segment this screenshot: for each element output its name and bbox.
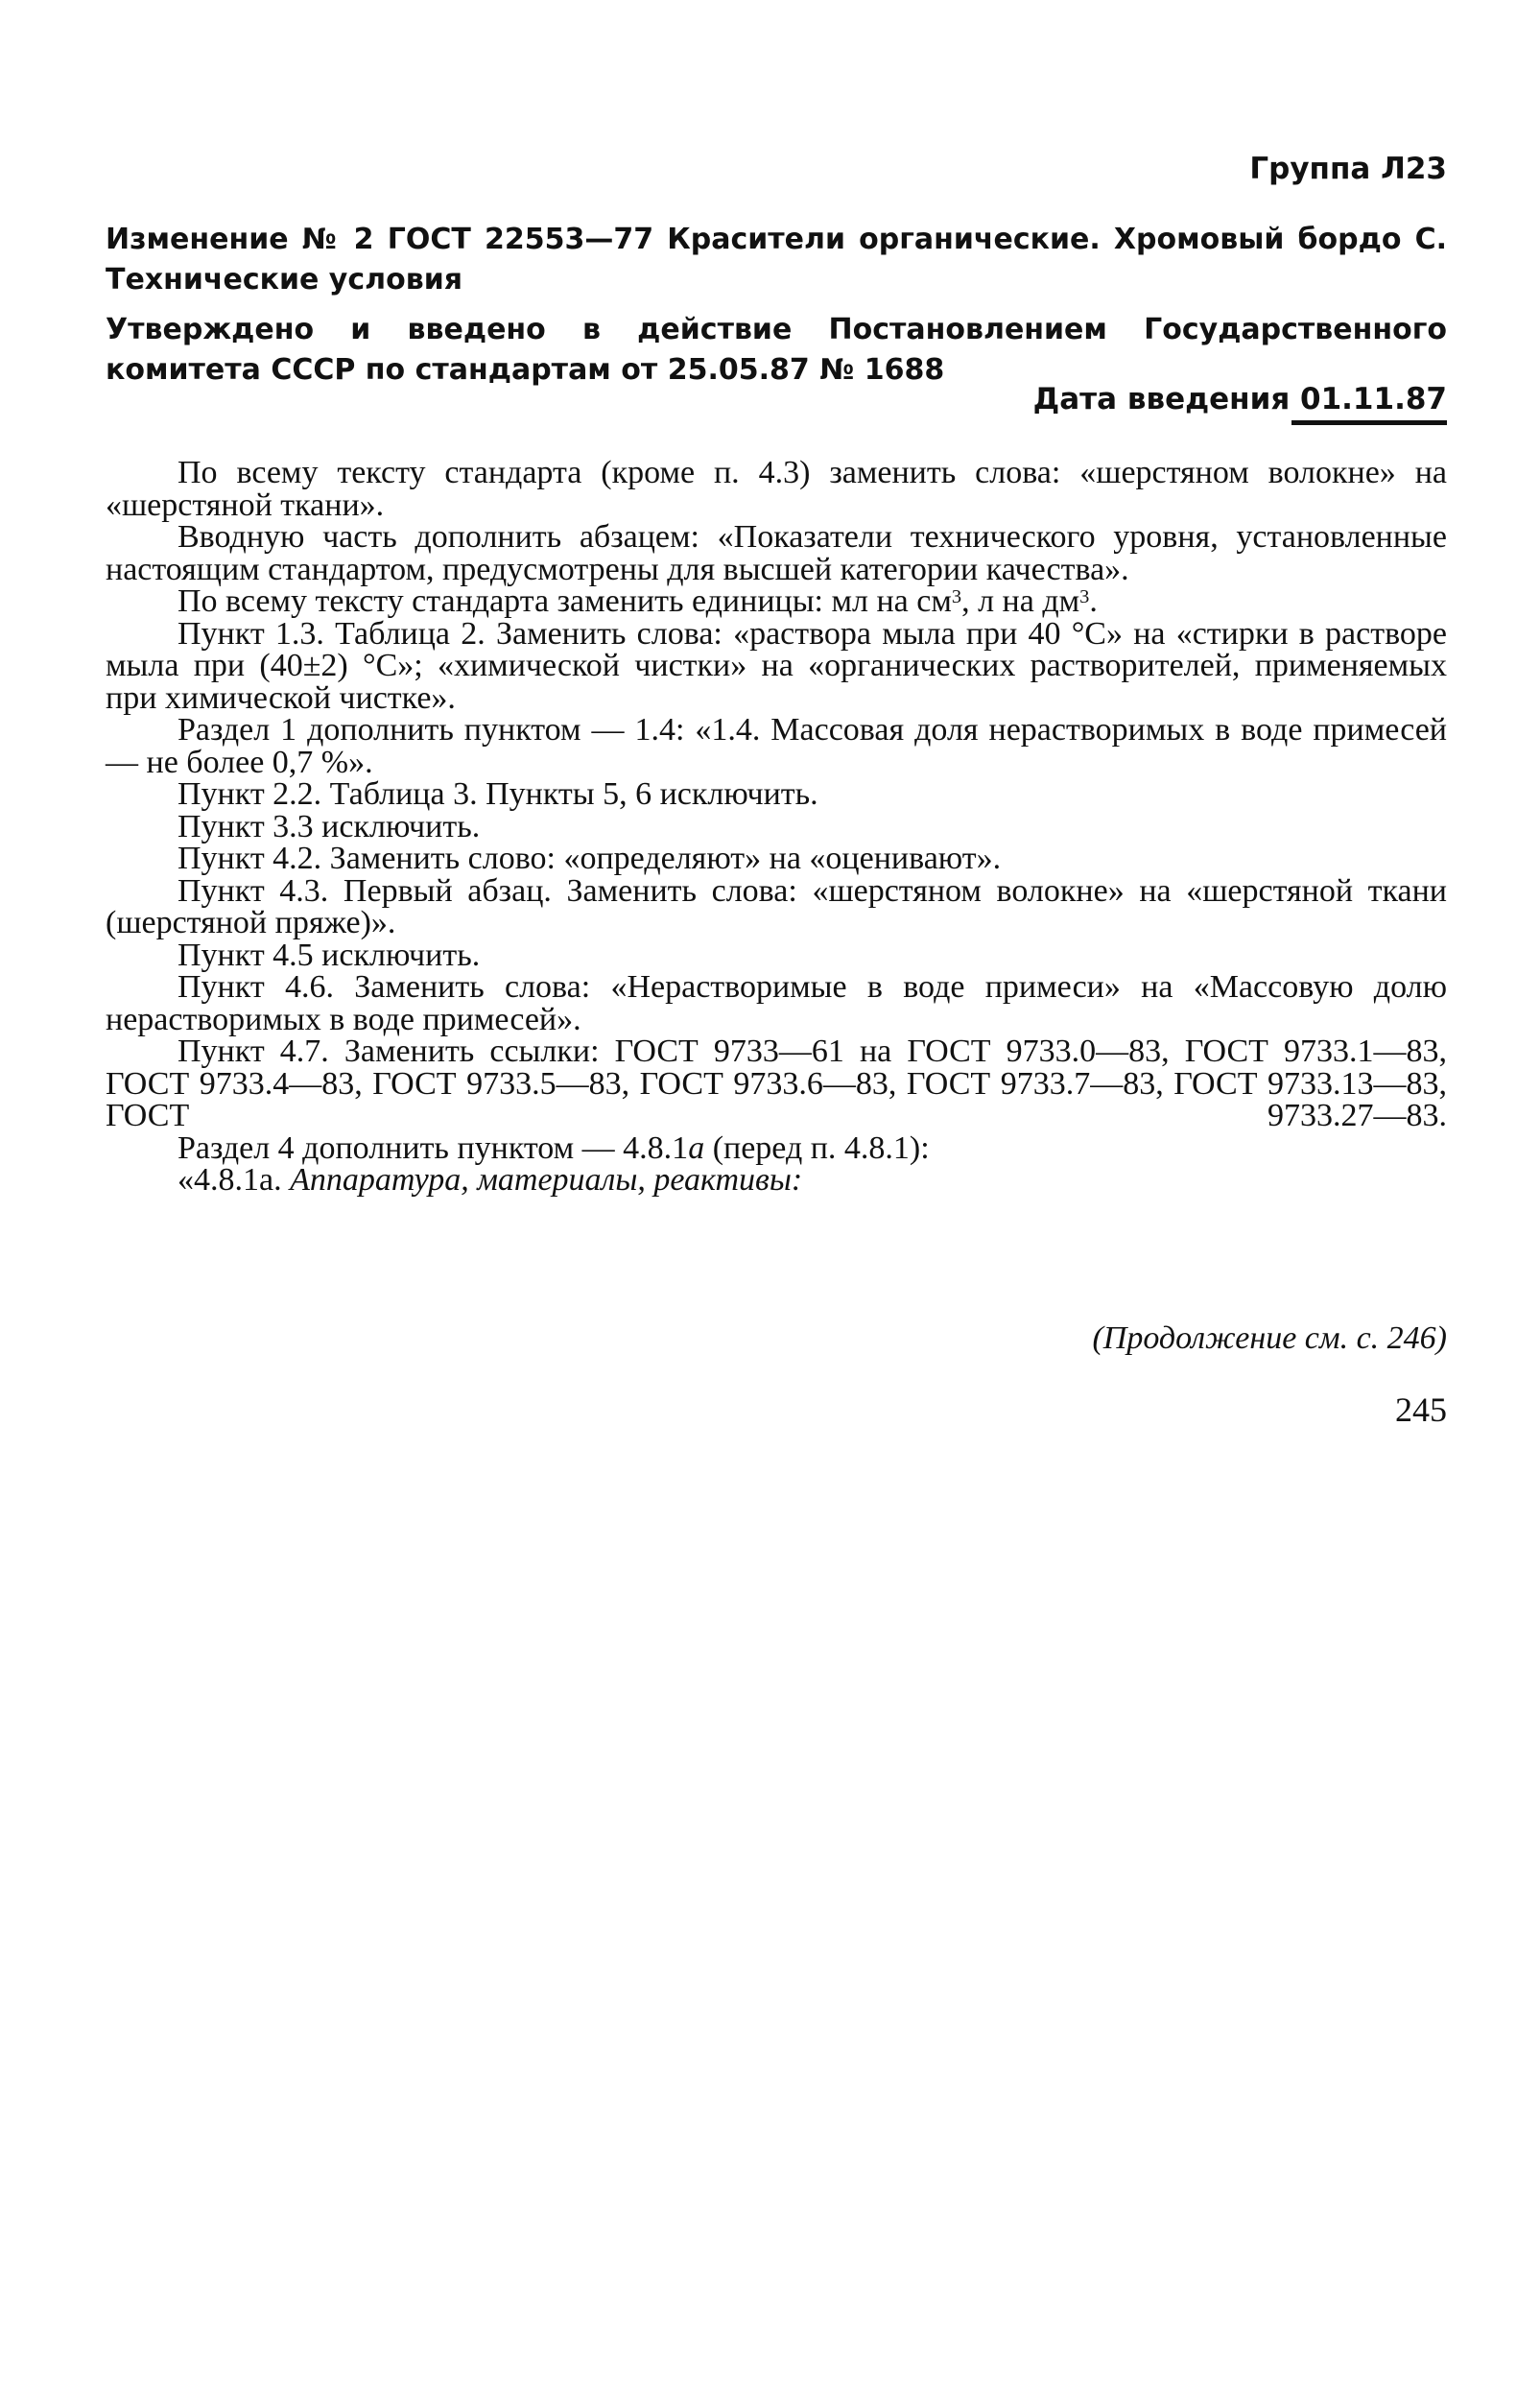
- paragraph: Вводную часть дополнить абзацем: «Показатели технического уровня, установленные настоящим стандартом, предусмотрены для высшей категории качества».: [106, 519, 1447, 587]
- text-run: Раздел 4 дополнить пунктом — 4.8.1: [178, 1129, 689, 1166]
- superscript: 3: [1079, 585, 1090, 607]
- date-underline: [1291, 420, 1447, 425]
- paragraph-section4: [106, 1129, 1447, 1166]
- paragraph: Раздел 1 дополнить пунктом — 1.4: «1.4. Массовая доля нерастворимых в воде примесей — не более 0,7 %».: [106, 712, 1447, 780]
- paragraph: Пункт 4.2. Заменить слово: «определяют» на «оценивают».: [178, 841, 1002, 876]
- text-run: (перед п. 4.8.1):: [704, 1129, 930, 1166]
- superscript: 3: [951, 585, 962, 607]
- paragraph: Пункт 2.2. Таблица 3. Пункты 5, 6 исключить.: [178, 776, 818, 812]
- paragraph-gost-refs: Пункт 4.7. Заменить ссылки: ГОСТ 9733—61 на ГОСТ 9733.0—83, ГОСТ 9733.1—83, ГОСТ 9733.4—83, ГОСТ 9733.5—83, ГОСТ 9733.6—83, ГОСТ 9733.7—83, ГОСТ 9733.13—83, ГОСТ 9733.27—83.: [106, 1034, 1447, 1133]
- paragraph-apparatus: [106, 1164, 1447, 1197]
- text-run: «4.8.1а.: [178, 1162, 291, 1198]
- paragraph-units: [106, 585, 1447, 618]
- italic-run: а: [688, 1129, 705, 1166]
- page-number: 245: [1395, 1390, 1447, 1429]
- approval-statement: Утверждено и введено в действие Постановлением Государственного комитета СССР по стандартам от 25.05.87 № 1688: [106, 313, 1447, 387]
- paragraph: Пункт 3.3 исключить.: [178, 808, 481, 844]
- paragraph: Пункт 4.3. Первый абзац. Заменить слова: «шерстяном волокне» на «шерстяной ткани (шерстяной пряже)».: [106, 872, 1447, 940]
- continuation-note: (Продолжение см. с. 246): [1092, 1320, 1447, 1356]
- amendment-body: [106, 457, 1447, 1197]
- change-title: Изменение № 2 ГОСТ 22553—77 Красители органические. Хромовый бордо С. Технические условия: [106, 223, 1447, 297]
- text-run: , л на дм: [961, 583, 1080, 619]
- paragraph: Пункт 1.3. Таблица 2. Заменить слова: «раствора мыла при 40 °С» на «стирки в растворе мыла при (40±2) °С»; «химической чистки» на «органических растворителей, применяемых при химической чистке».: [106, 615, 1447, 716]
- paragraph: Пункт 4.5 исключить.: [178, 937, 481, 973]
- group-code: Группа Л23: [1249, 152, 1447, 186]
- effective-date: Дата введения 01.11.87: [1032, 382, 1447, 416]
- paragraph: По всему тексту стандарта (кроме п. 4.3) заменить слова: «шерстяном волокне» на «шерстяной ткани».: [106, 455, 1447, 523]
- text-run: .: [1089, 583, 1098, 619]
- paragraph: Пункт 4.6. Заменить слова: «Нерастворимые в воде примеси» на «Массовую долю нерастворимых в воде примесей».: [106, 969, 1447, 1037]
- italic-run: Аппаратура, материалы, реактивы:: [290, 1162, 803, 1198]
- text-run: По всему тексту стандарта заменить единицы: мл на см: [178, 583, 952, 619]
